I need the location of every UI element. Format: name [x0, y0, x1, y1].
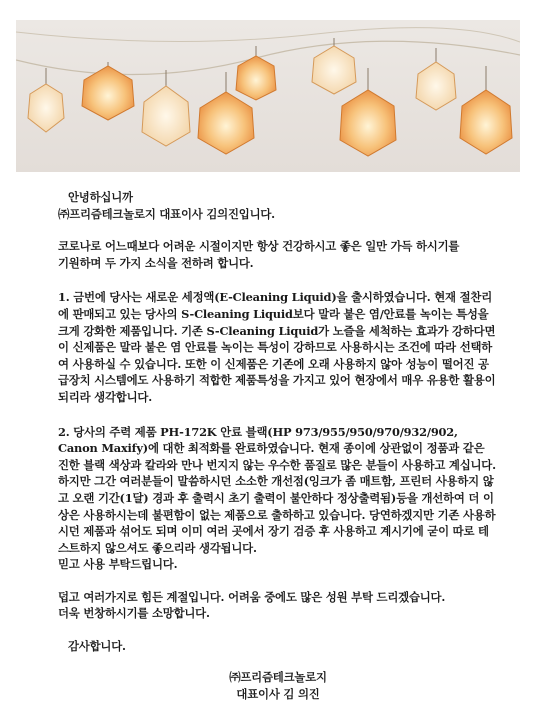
lantern-3	[142, 70, 190, 146]
paper-lanterns-illustration	[16, 20, 520, 172]
lantern-8	[416, 48, 456, 110]
paragraph-3-line-1: 덥고 여러가지로 힘든 계절입니다. 어려움 중에도 많은 성원 부탁 드리겠습니다.	[58, 589, 446, 604]
paragraph-0-line-1: 코로나로 어느때보다 어려운 시절이지만 항상 건강하시고 좋은 일만 가득 하시기를	[58, 239, 460, 254]
signature-company: ㈜프리즘테크놀로지	[229, 669, 327, 684]
lantern-6	[312, 38, 356, 94]
thanks: 감사합니다.	[68, 639, 126, 654]
lantern-1	[28, 68, 64, 132]
signature-block	[58, 669, 498, 703]
paragraph-3-line-2: 더욱 번창하시기를 소망합니다.	[58, 606, 210, 621]
intro-line: ㈜프리즘테크놀로지 대표이사 김의진입니다.	[58, 206, 275, 221]
lantern-9	[460, 66, 512, 154]
letter-body	[58, 189, 498, 703]
banner-photo	[16, 20, 520, 172]
paragraph-0-line-2: 기원하며 두 가지 소식을 전하려 합니다.	[58, 255, 254, 270]
item-2-pigment-black: 2. 당사의 주력 제품 PH-172K 안료 블랙(HP 973/955/950/970/932/902, Canon Maxify)에 대한 최적화를 완료하였습니다. 현재 종이에 상관없이 정품과 같은 진한 블랙 색상과 칼라와 만나 번지지 않는 우수한 품질로 많은 분들이 사용하고 계십니다. 하지만 그간 여러분들이 말씀하시던 소소한 개선점(잉크가 좀 매트함, 프린터 사용하지 않고 오랜 기간(1달) 경과 후 출력시 초기 출력이 불안하다 정상출력됨)등을 개선하여 더 이상은 사용하시는데 불편함이 없는 제품으로 출하하고 있습니다. 당연하겠지만 기존 사용하시던 제품과 섞어도 되며 이미 여러 곳에서 장기 검증 후 사용하고 계시기에 굳이 따로 테스트하지 않으셔도 좋으리라 생각됩니다.	[58, 424, 496, 555]
signature-name: 대표이사 김 의진	[236, 686, 320, 701]
greeting: 안녕하십니까	[68, 190, 133, 204]
lantern-2	[82, 62, 134, 120]
item-2-closing: 믿고 사용 부탁드립니다.	[58, 557, 178, 572]
item-1-new-cleaning-liquid: 1. 금번에 당사는 새로운 세정액(E-Cleaning Liquid)을 출시하였습니다. 현재 절찬리에 판매되고 있는 당사의 S-Cleaning Liquid보다 말라 붙은 염/안료를 녹이는 특성을 크게 강화한 제품입니다. 기존 S-Cleaning Liquid가 노즐을 세척하는 효과가 강하다면 이 신제품은 말라 붙은 염 안료를 녹이는 특성이 강하므로 사용하시는 조건에 따라 선택하여 사용하실 수 있습니다. 또한 이 신제품은 기존에 오래 사용하지 않아 성능이 떨어진 공급장치 시스템에도 사용하기 적합한 제품특성을 가지고 있어 현장에서 매우 유용한 활용이 되리라 생각합니다.	[58, 290, 496, 404]
